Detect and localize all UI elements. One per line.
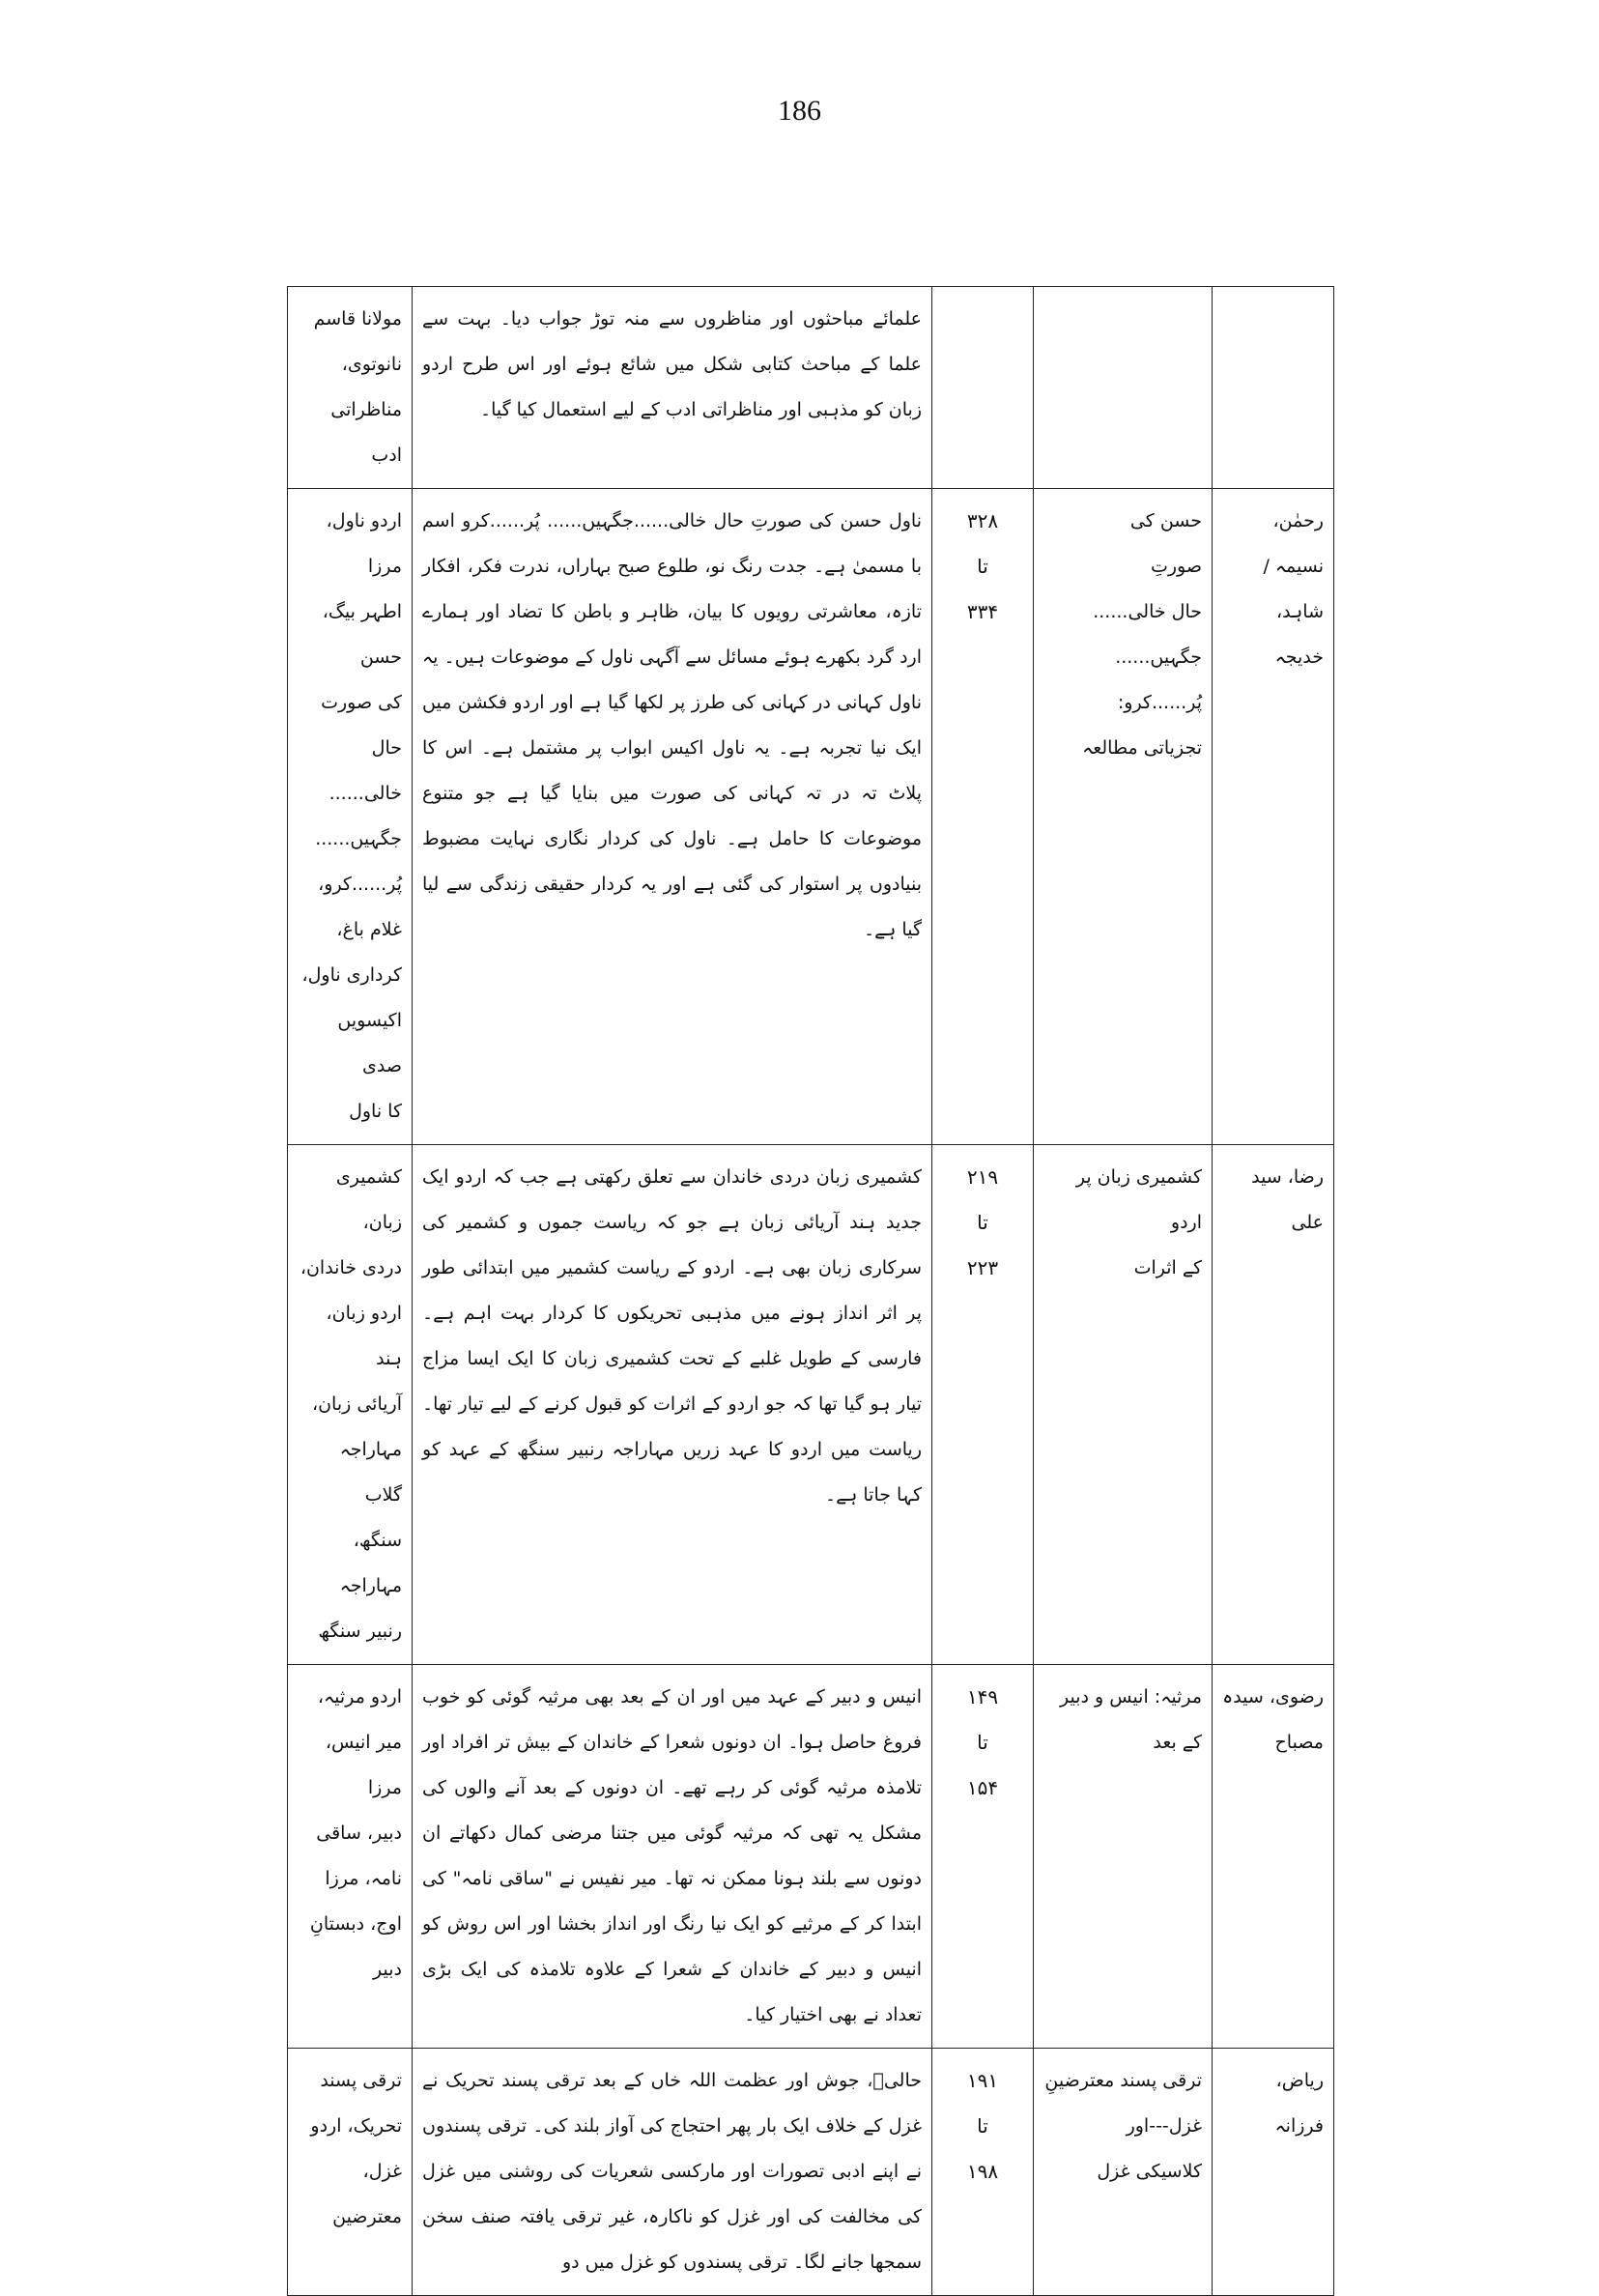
table-row xyxy=(288,287,1334,489)
abstract-cell xyxy=(413,1665,932,2049)
keywords-text: مولانا قاسم نانوتوی، مناظراتی ادب xyxy=(313,308,402,466)
pages-text: ۱۴۹ تا ۱۵۴ xyxy=(966,1685,999,1799)
pages-cell xyxy=(932,1145,1034,1665)
keywords-cell xyxy=(288,2049,413,2296)
pages-text: ۱۹۱ تا ۱۹۸ xyxy=(966,2069,999,2183)
keywords-text: کشمیری زبان، دردی خاندان، اردو زبان، ہند آریائی زبان، مہاراجہ گلاب سنگھ، مہاراجہ رنبیر سنگھ xyxy=(300,1166,402,1642)
table-row xyxy=(288,2049,1334,2296)
title-cell xyxy=(1034,2049,1213,2296)
author-text: رحمٰن، نسیمہ / شاہد، خدیجہ xyxy=(1263,510,1324,668)
keywords-text: اردو مرثیہ، میر انیس، مرزا دبیر، ساقی نامہ، مرزا اوج، دبستانِ دبیر xyxy=(309,1686,402,1980)
keywords-text: اردو ناول، مرزا اطہر بیگ، حسن کی صورت حال خالی...... جگہیں...... پُر......کرو، غلام باغ، کرداری ناول، اکیسویں صدی کا ناول xyxy=(301,510,402,1122)
page-number: 186 xyxy=(778,95,821,127)
abstract-text: انیس و دبیر کے عہد میں اور ان کے بعد بھی مرثیہ گوئی کو خوب فروغ حاصل ہوا۔ ان دونوں شعرا کے خاندان کے بیش تر افراد اور تلامذہ مرثیہ گوئی کر رہے تھے۔ ان دونوں کے بعد آنے والوں کی مشکل یہ تھی کہ مرثیہ گوئی میں جتنا مرضی کمال دکھاتے ان دونوں سے بلند ہونا ممکن نہ تھا۔ میر نفیس نے "ساقی نامہ" کی ابتدا کر کے مرثیے کو ایک نیا رنگ اور انداز بخشا اور اس روش کو انیس و دبیر کے خاندان کے شعرا کے علاوہ تلامذہ کی ایک بڑی تعداد نے بھی اختیار کیا۔ xyxy=(422,1686,922,2025)
title-text: حسن کی صورتِ حال خالی...... جگہیں...... پُر......کرو: تجزیاتی مطالعہ xyxy=(1082,510,1202,759)
author-cell xyxy=(1213,1665,1334,2049)
table-row xyxy=(288,1665,1334,2049)
title-cell xyxy=(1034,1665,1213,2049)
author-cell xyxy=(1213,287,1334,489)
pages-text: ۲۱۹ تا ۲۲۳ xyxy=(966,1165,999,1279)
pages-cell xyxy=(932,287,1034,489)
abstract-cell xyxy=(413,287,932,489)
abstract-text: حالیؔ، جوش اور عظمت اللہ خاں کے بعد ترقی پسند تحریک نے غزل کے خلاف ایک بار پھر احتجاج کی آواز بلند کی۔ ترقی پسندوں نے اپنے ادبی تصورات اور مارکسی شعریات کی روشنی میں غزل کی مخالفت کی اور غزل کو ناکارہ، غیر ترقی یافتہ صنف سخن سمجھا جانے لگا۔ ترقی پسندوں کو غزل میں دو xyxy=(422,2070,922,2273)
keywords-cell xyxy=(288,1665,413,2049)
title-text: ترقی پسند معترضینِ غزل---اور کلاسیکی غزل xyxy=(1044,2070,1202,2182)
abstract-cell xyxy=(413,1145,932,1665)
author-text: رضا، سید علی xyxy=(1251,1166,1324,1233)
pages-cell xyxy=(932,489,1034,1145)
abstract-text: ناول حسن کی صورتِ حال خالی......جگہیں...... پُر......کرو اسم با مسمیٰ ہے۔ جدت رنگ نو، طلوع صبح بہاراں، ندرت فکر، افکار تازہ، معاشرتی رویوں کا بیان، ظاہر و باطن کا تضاد اور ہمارے ارد گرد بکھرے ہوئے مسائل سے آگہی ناول کے موضوعات ہیں۔ یہ ناول کہانی در کہانی کی طرز پر لکھا گیا ہے اور اردو فکشن میں ایک نیا تجربہ ہے۔ یہ ناول اکیس ابواب پر مشتمل ہے۔ اس کا پلاٹ تہ در تہ کہانی کی صورت میں بنایا گیا ہے جو متنوع موضوعات کا حامل ہے۔ ناول کی کردار نگاری نہایت مضبوط بنیادوں پر استوار کی گئی ہے اور یہ کردار حقیقی زندگی سے لیا گیا ہے۔ xyxy=(422,510,922,940)
pages-text: ۳۲۸ تا ۳۳۴ xyxy=(966,509,999,623)
abstract-text: علمائے مباحثوں اور مناظروں سے منہ توڑ جواب دیا۔ بہت سے علما کے مباحث کتابی شکل میں شائع ہوئے اور اس طرح اردو زبان کو مذہبی اور مناظراتی ادب کے لیے استعمال کیا گیا۔ xyxy=(422,308,922,420)
author-text: ریاض، فرزانہ xyxy=(1274,2070,1324,2137)
table-row xyxy=(288,1145,1334,1665)
table-row xyxy=(288,489,1334,1145)
author-cell xyxy=(1213,1145,1334,1665)
pages-cell xyxy=(932,2049,1034,2296)
abstract-cell xyxy=(413,489,932,1145)
author-cell xyxy=(1213,2049,1334,2296)
title-cell xyxy=(1034,1145,1213,1665)
keywords-text: ترقی پسند تحریک، اردو غزل، معترضین xyxy=(310,2070,402,2227)
keywords-cell xyxy=(288,287,413,489)
abstract-cell xyxy=(413,2049,932,2296)
title-cell xyxy=(1034,287,1213,489)
title-text: مرثیہ: انیس و دبیر کے بعد xyxy=(1060,1686,1202,1753)
title-text: کشمیری زبان پر اردو کے اثرات xyxy=(1075,1166,1202,1278)
author-cell xyxy=(1213,489,1334,1145)
keywords-cell xyxy=(288,1145,413,1665)
keywords-cell xyxy=(288,489,413,1145)
abstract-text: کشمیری زبان دردی خاندان سے تعلق رکھتی ہے جب کہ اردو ایک جدید ہند آریائی زبان ہے جو کہ ریاست جموں و کشمیر کی سرکاری زبان بھی ہے۔ اردو کے ریاست کشمیر میں ابتدائی طور پر اثر انداز ہونے میں مذہبی تحریکوں کا کردار بہت اہم ہے۔ فارسی کے طویل غلبے کے تحت کشمیری زبان کا ایک ایسا مزاج تیار ہو گیا تھا کہ جو اردو کے اثرات کو قبول کرنے کے لیے تیار تھا۔ ریاست میں اردو کا عہد زریں مہاراجہ رنبیر سنگھ کے عہد کو کہا جاتا ہے۔ xyxy=(422,1166,922,1506)
pages-cell xyxy=(932,1665,1034,2049)
author-text: رضوی، سیدہ مصباح xyxy=(1222,1686,1324,1753)
title-cell xyxy=(1034,489,1213,1145)
bibliography-table xyxy=(287,286,1334,2296)
